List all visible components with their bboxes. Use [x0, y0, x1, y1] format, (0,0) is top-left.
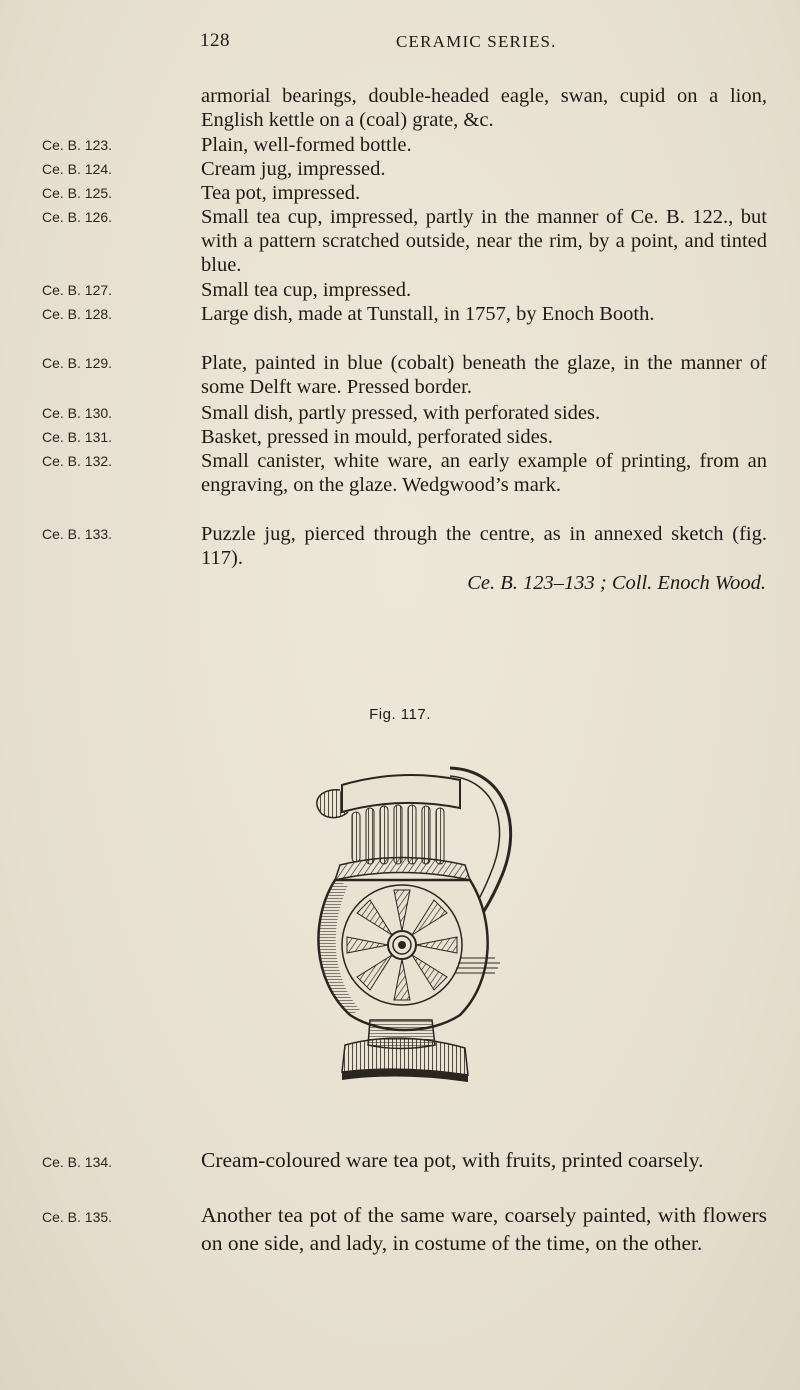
running-title: CERAMIC SERIES. — [396, 32, 557, 51]
entry-marker: Ce. B. 127. — [42, 282, 113, 298]
entry-marker: Ce. B. 135. — [42, 1209, 113, 1225]
entry-text: Basket, pressed in mould, perforated sides. — [201, 426, 553, 448]
figure-caption: Fig. 117. — [369, 706, 431, 723]
entry-text: Cream jug, impressed. — [201, 158, 386, 180]
entry-text: Large dish, made at Tunstall, in 1757, by Enoch Booth. — [201, 303, 655, 325]
entry-marker: Ce. B. 126. — [42, 209, 113, 225]
entry-text: Cream-coloured ware tea pot, with fruits, printed coarsely. — [201, 1148, 704, 1172]
entry-text: Plain, well-formed bottle. — [201, 134, 412, 156]
entry-marker: Ce. B. 132. — [42, 453, 113, 469]
entry-text: armorial bearings, double-headed eagle, swan, cupid on a lion, English kettle on a (coal) grate, &c. — [201, 85, 767, 132]
entry-marker: Ce. B. 125. — [42, 185, 113, 201]
puzzle-jug-illustration — [300, 730, 530, 1100]
entry-marker: Ce. B. 123. — [42, 137, 113, 153]
collection-citation: Ce. B. 123–133 ; Coll. Enoch Wood. — [467, 572, 766, 594]
entry-text: Another tea pot of the same ware, coarsely painted, with flowers on one side, and lady, in costume of the time, on the other. — [201, 1203, 767, 1255]
entry-text: Small dish, partly pressed, with perforated sides. — [201, 402, 601, 424]
entry-marker: Ce. B. 133. — [42, 526, 113, 542]
entry-text: Small tea cup, impressed, partly in the manner of Ce. B. 122., but with a pattern scratched outside, near the rim, by a point, and tinted blue. — [201, 206, 767, 277]
entry-marker: Ce. B. 134. — [42, 1154, 113, 1170]
entry-marker: Ce. B. 124. — [42, 161, 113, 177]
entry-text: Small canister, white ware, an early example of printing, from an engraving, on the glaze. Wedgwood’s mark. — [201, 450, 767, 497]
entry-text: Tea pot, impressed. — [201, 182, 361, 204]
entry-text: Plate, painted in blue (cobalt) beneath the glaze, in the manner of some Delft ware. Pressed border. — [201, 352, 767, 399]
entry-marker: Ce. B. 128. — [42, 306, 113, 322]
page-header — [200, 30, 760, 60]
entry-marker: Ce. B. 131. — [42, 429, 113, 445]
entry-marker: Ce. B. 130. — [42, 405, 113, 421]
entry-text: Puzzle jug, pierced through the centre, as in annexed sketch (fig. 117). — [201, 523, 767, 570]
entry-marker: Ce. B. 129. — [42, 355, 113, 371]
entry-text: Small tea cup, impressed. — [201, 279, 412, 301]
page-number: 128 — [200, 30, 230, 51]
